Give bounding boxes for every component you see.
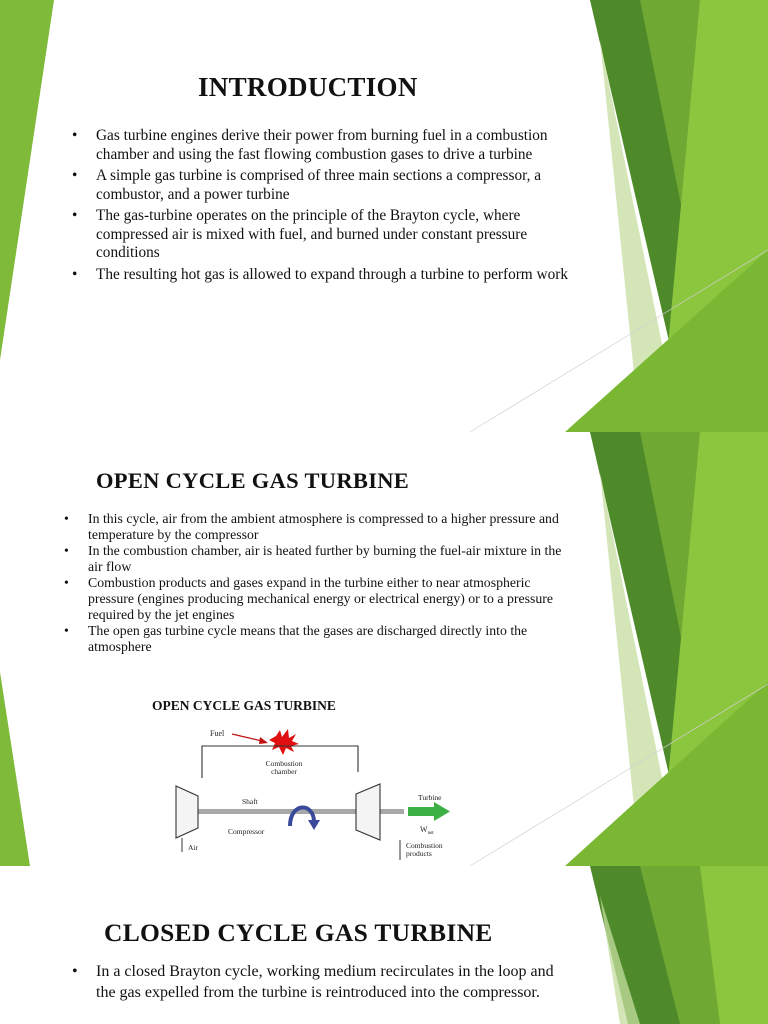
bullet-item: • In this cycle, air from the ambient atmosphere is compressed to a higher pressure and temperature by the compressor: [64, 511, 570, 542]
combustion-chamber-label-2: chamber: [271, 767, 297, 776]
fuel-arrowhead: [259, 737, 268, 744]
bullet-item: • In a closed Brayton cycle, working medium recirculates in the loop and the gas expelled from the turbine is reintroduced into the compressor.: [72, 962, 577, 1003]
slide-title: CLOSED CYCLE GAS TURBINE: [104, 918, 493, 947]
rotation-arrowhead: [308, 820, 320, 830]
bullet-item: • The gas-turbine operates on the principle of the Brayton cycle, where compressed air is mixed with fuel, and burned under constant pressure conditions: [72, 207, 577, 263]
bullet-list: [64, 511, 570, 655]
slide-title: OPEN CYCLE GAS TURBINE: [96, 468, 410, 493]
bullet-item: • In the combustion chamber, air is heated further by burning the fuel-air mixture in the air flow: [64, 543, 570, 574]
work-subscript: net: [427, 831, 434, 836]
slide-open-cycle: [0, 432, 768, 866]
bullet-list: [72, 127, 577, 287]
left-green-triangle: [0, 0, 54, 360]
products-label-1: Combustion: [406, 841, 443, 850]
fuel-label: Fuel: [210, 729, 225, 738]
diagram-title: OPEN CYCLE GAS TURBINE: [152, 698, 336, 713]
bullet-list: [72, 962, 577, 1003]
bullet-item: • The resulting hot gas is allowed to expand through a turbine to perform work: [72, 266, 577, 285]
open-cycle-diagram: [118, 684, 492, 858]
bullet-item: • Gas turbine engines derive their power from burning fuel in a combustion chamber and using the fast flowing combustion gases to drive a turbine: [72, 127, 577, 164]
combustion-flame-icon: [269, 729, 299, 755]
air-label: Air: [188, 843, 198, 852]
bullet-item: • A simple gas turbine is comprised of three main sections a compressor, a combustor, and a power turbine: [72, 167, 577, 204]
products-label-2: products: [406, 849, 432, 858]
slide-closed-cycle: [0, 866, 768, 1024]
bullet-item: • The open gas turbine cycle means that the gases are discharged directly into the atmosphere: [64, 623, 570, 654]
work-arrow-shaft: [408, 807, 434, 816]
turbine-label: Turbine: [418, 793, 442, 802]
slide-introduction: [0, 0, 768, 432]
shaft-label: Shaft: [242, 797, 258, 806]
work-label: $W_{net}$: [420, 825, 434, 836]
slide-title: INTRODUCTION: [198, 72, 418, 102]
compressor-label: Compressor: [228, 827, 265, 836]
combustion-chamber-label-1: Combustion: [265, 759, 303, 768]
bullet-item: • Combustion products and gases expand in the turbine either to near atmospheric pressure (engines producing mechanical energy or electrical energy) or to a pressure required by the jet engines: [64, 575, 570, 622]
compressor-icon: [176, 786, 198, 838]
left-green-triangle: [0, 672, 30, 866]
turbine-icon: [356, 784, 380, 840]
work-arrowhead: [434, 802, 450, 821]
